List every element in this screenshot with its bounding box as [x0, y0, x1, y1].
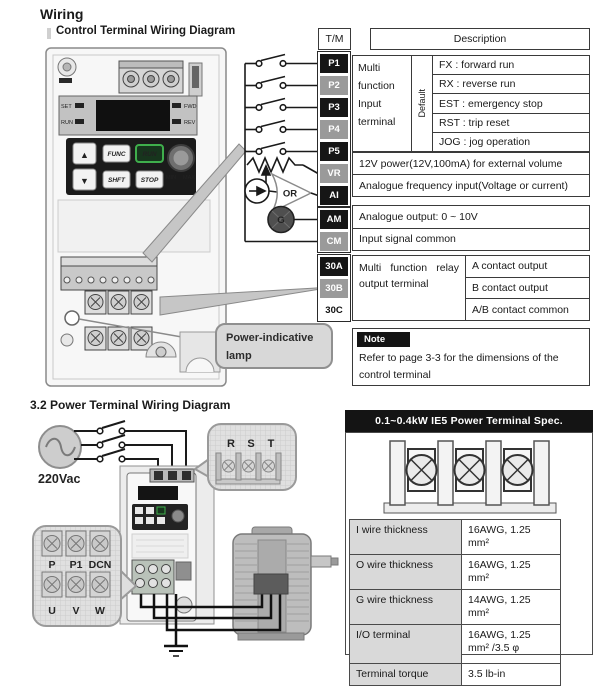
meter-g-label: G: [277, 215, 285, 226]
terminal-chip-vr: VR: [320, 164, 348, 183]
relay-b-description: B contact output: [466, 278, 589, 300]
schematic-symbols: [245, 55, 320, 242]
led-set-icon: [75, 103, 84, 108]
led-run-icon: [75, 119, 84, 124]
terminal-chip-p1: P1: [320, 54, 348, 73]
dc-screw-row: [42, 531, 110, 556]
switch-symbol-r: [97, 421, 125, 434]
led-rev-label: REV: [184, 120, 196, 126]
run-button-label: RUN: [142, 151, 157, 158]
cm-description: Input signal common: [359, 233, 456, 246]
led-run-label: RUN: [61, 120, 73, 126]
source-label: 220Vac: [38, 472, 81, 486]
keypad: [66, 138, 196, 195]
rst-callout: [195, 424, 296, 490]
section-subtitle: Control Terminal Wiring Diagram: [56, 25, 236, 37]
description-header: Description: [370, 28, 590, 50]
spec-value: 16AWG, 1.25 mm² /3.5 φ: [468, 629, 531, 654]
rst-label-s: S: [247, 438, 255, 450]
shift-button-label: SHFT: [108, 177, 125, 184]
led-fwd-label: FWD: [184, 104, 197, 110]
p-group-function-label: Multi function Input terminal: [353, 56, 412, 151]
subtitle-tick: [47, 28, 51, 39]
terminal-chip-am: AM: [320, 210, 348, 229]
spec-label: Terminal torque: [350, 664, 462, 685]
terminal-chip-p5: P5: [320, 142, 348, 161]
spec-row-io: [349, 625, 561, 664]
am-cm-table: [352, 205, 590, 251]
display-panel: [59, 96, 197, 135]
vr-ai-table: [352, 152, 590, 197]
note-text: Refer to page 3-3 for the dimensions of the control terminal: [359, 352, 559, 382]
spec-label: I wire thickness: [350, 520, 462, 554]
led-set-label: SET: [61, 104, 72, 110]
note-label: Note: [357, 332, 410, 347]
terminal-chip-30c: 30C: [320, 301, 348, 320]
spec-value: 16AWG, 1.25 mm²: [468, 559, 531, 584]
knob-max-label: MAX: [183, 175, 195, 181]
p4-description: RST : trip reset: [433, 114, 589, 133]
motor-terminal-box: [254, 574, 288, 594]
p3-description: EST : emergency stop: [433, 94, 589, 113]
knob-min-label: MIN: [166, 175, 177, 181]
rst-label-t: T: [267, 438, 275, 450]
up-arrow-icon: ▲: [80, 150, 89, 160]
relay-function-label: Multi function relay output terminal: [353, 256, 466, 320]
spec-panel: [345, 432, 593, 680]
switch-symbol-p5: [245, 143, 320, 155]
spec-row-torque: [349, 664, 561, 686]
relay-a-description: A contact output: [466, 256, 589, 278]
switch-symbol-s: [97, 435, 125, 448]
section2-title: 3.2 Power Terminal Wiring Diagram: [30, 398, 231, 412]
tm-header: T/M: [318, 28, 351, 50]
power-lamp-icon: [65, 311, 79, 325]
spec-row-i: [349, 519, 561, 555]
spec-label: I/O terminal: [350, 625, 462, 663]
out-label-w: W: [95, 605, 105, 617]
spec-value: 3.5 lb-in: [468, 668, 506, 680]
ground-icon: [164, 646, 188, 656]
switch-symbol-p1: [245, 55, 320, 67]
ai-description: Analogue frequency input(Voltage or current): [359, 179, 568, 192]
or-label: OR: [282, 188, 298, 200]
p-group-table: [352, 55, 590, 152]
switch-symbol-p4: [245, 121, 320, 133]
p1-description: FX : forward run: [433, 56, 589, 75]
terminal-chip-30a: 30A: [320, 257, 348, 276]
func-button-label: FUNC: [107, 151, 126, 158]
control-terminal-strip: [61, 257, 157, 290]
led-fwd-icon: [172, 103, 181, 108]
switch-symbol-t: [97, 449, 125, 462]
out-label-v: V: [72, 605, 80, 617]
dc-terminal-callout: [33, 526, 136, 626]
switch-symbol-p2: [245, 77, 320, 89]
p2-description: RX : reverse run: [433, 75, 589, 94]
default-label: Default: [417, 89, 427, 118]
down-arrow-icon: ▼: [80, 176, 89, 186]
out-label-u: U: [48, 605, 56, 617]
spec-table: [349, 519, 561, 686]
current-source-symbol: [245, 179, 277, 203]
dc-label-p1: P1: [69, 559, 83, 571]
switch-symbol-p3: [245, 99, 320, 111]
vr-description: 12V power(12V,100mA) for external volume: [353, 153, 589, 175]
spec-label: G wire thickness: [350, 590, 462, 624]
terminal-chip-cm: CM: [320, 232, 348, 251]
terminal-chip-ai: AI: [320, 186, 348, 205]
meter-g-symbol: [268, 207, 318, 233]
relay-ab-description: A/B contact common: [472, 303, 569, 316]
ac-source-icon: [39, 426, 81, 468]
stop-button-label: STOP: [140, 177, 159, 184]
p5-description: JOG : jog operation: [439, 135, 531, 148]
uvw-screw-row: [42, 572, 110, 597]
terminal-chip-p2: P2: [320, 76, 348, 95]
motor-shaft: [311, 556, 331, 567]
terminal-chip-p4: P4: [320, 120, 348, 139]
terminal-chip-30b: 30B: [320, 279, 348, 298]
dc-label-p: P: [48, 559, 56, 571]
relay-group-table: [352, 255, 590, 321]
led-rev-icon: [172, 119, 181, 124]
spec-value: 14AWG, 1.25 mm²: [468, 594, 531, 619]
dc-label-dcn: DCN: [88, 559, 112, 571]
terminal-chip-p3: P3: [320, 98, 348, 117]
am-description: Analogue output: 0 ~ 10V: [353, 206, 589, 229]
default-column: [412, 56, 433, 151]
spec-value: 16AWG, 1.25 mm²: [468, 524, 531, 549]
power-terminal-drawing: [346, 433, 591, 517]
spec-label: O wire thickness: [350, 555, 462, 589]
rst-label-r: R: [227, 438, 235, 450]
page-title: Wiring: [40, 6, 84, 22]
spec-header: 0.1~0.4kW IE5 Power Terminal Spec.: [345, 410, 593, 432]
spec-row-g: [349, 590, 561, 625]
lamp-callout: Power-indicative lamp: [215, 323, 333, 369]
note-box: [352, 328, 590, 386]
top-terminal-block: [119, 61, 202, 96]
input-wires: [74, 421, 186, 470]
power-wiring-diagram: [28, 412, 345, 666]
spec-row-o: [349, 555, 561, 590]
